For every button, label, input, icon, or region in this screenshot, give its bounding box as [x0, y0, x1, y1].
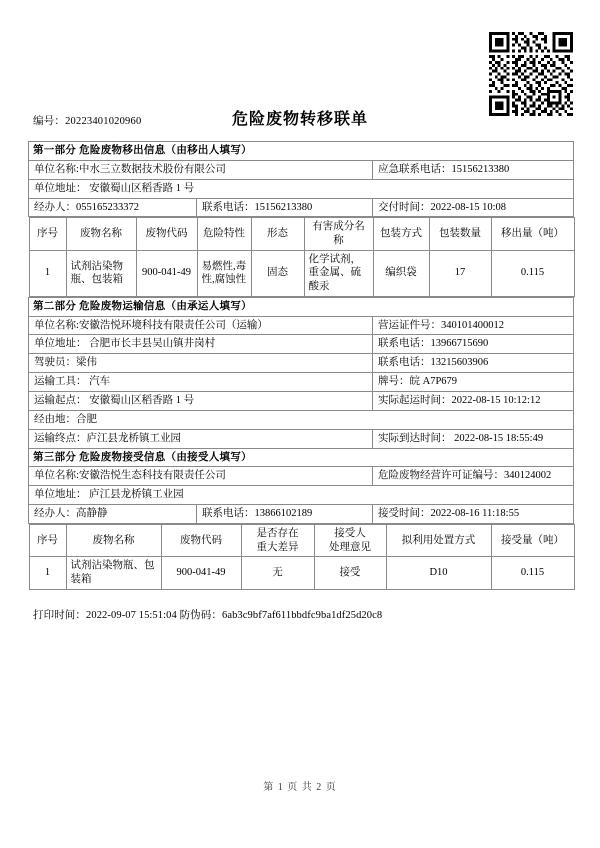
waste-accept-table: [29, 524, 575, 590]
cell-hazard: 易燃性,毒性,腐蚀性: [197, 250, 251, 296]
page-title: 危险废物转移联单: [231, 111, 368, 128]
section2-via: 经由地：合肥: [29, 410, 574, 429]
document-number: 编号：20223401020960: [33, 116, 142, 127]
form-table: [28, 141, 574, 590]
section2-driver-phone: 联系电话：13215603906: [373, 354, 574, 373]
cell-pack-qty: 17: [429, 250, 491, 296]
col-opinion-line2: 处理意见: [329, 541, 371, 553]
table-row: [29, 250, 574, 296]
section3-permit-no: 危险废物经营许可证编号：340124002: [373, 467, 574, 486]
section1-header: 第一部分 危险废物移出信息（由移出人填写）: [29, 142, 574, 161]
cell-difference: 无: [241, 557, 314, 589]
col-difference: [241, 524, 314, 556]
table-header-row: [29, 524, 574, 556]
cell-packing: 编织袋: [373, 250, 429, 296]
col-disposal: 拟利用处置方式: [386, 524, 491, 556]
cell-opinion: 接受: [314, 557, 386, 589]
section2-destination-row: [29, 429, 574, 448]
section1-address-row: [29, 179, 574, 198]
cell-accept-amount: 0.115: [491, 557, 574, 589]
cell-waste-name: 试剂沾染物瓶、包装箱: [66, 250, 136, 296]
col-difference-line2: 重大差异: [256, 541, 299, 553]
section2-vehicle: 运输工具： 汽车: [29, 373, 373, 392]
section1-header-row: [29, 142, 574, 161]
col-waste-code: 废物代码: [136, 218, 197, 250]
table-row: [29, 557, 574, 589]
section3-accept-time: 接受时间：2022-08-16 11:18:55: [373, 505, 574, 524]
section1-contact-phone: 联系电话：15156213380: [197, 198, 373, 217]
col-opinion: [314, 524, 386, 556]
section2-unit-address: 单位地址： 合肥市长丰县吴山镇井岗村: [29, 335, 373, 354]
cell-disposal: D10: [386, 557, 491, 589]
col-waste-name: 废物名称: [66, 524, 161, 556]
section2-via-row: [29, 410, 574, 429]
waste-move-out-table: [29, 217, 575, 296]
section3-address-row: [29, 486, 574, 505]
section1-unit-address: 单位地址： 安徽蜀山区稻香路 1 号: [29, 179, 574, 198]
col-pack-qty: 包装数量: [429, 218, 491, 250]
section1-delivery-time: 交付时间：2022-08-15 10:08: [373, 198, 574, 217]
section1-emergency-phone: 应急联系电话：15156213380: [373, 160, 574, 179]
cell-waste-code: 900-041-49: [161, 557, 241, 589]
section1-unit-row: [29, 160, 574, 179]
cell-index: 1: [29, 250, 66, 296]
cell-form: 固态: [251, 250, 304, 296]
section3-header: 第三部分 危险废物接受信息（由接受人填写）: [29, 448, 574, 467]
col-accept-amount: 接受量（吨）: [491, 524, 574, 556]
col-waste-code: 废物代码: [161, 524, 241, 556]
section1-goods-row: [29, 217, 574, 297]
col-hazard: 危险特性: [197, 218, 251, 250]
cell-index: 1: [29, 557, 66, 589]
cell-components: 化学试剂，重金属、硫酸汞: [304, 250, 373, 296]
table-header-row: [29, 218, 574, 250]
cell-amount: 0.115: [491, 250, 574, 296]
section3-operator-row: [29, 505, 574, 524]
section2-header-row: [29, 297, 574, 316]
section2-origin: 运输起点： 安徽蜀山区稻香路 1 号: [29, 391, 373, 410]
cell-waste-name: 试剂沾染物瓶、包装箱: [66, 557, 161, 589]
section1-operator: 经办人：055165233372: [29, 198, 197, 217]
section2-address-row: [29, 335, 574, 354]
section3-unit-address: 单位地址： 庐江县龙桥镇工业园: [29, 486, 574, 505]
section3-unit-name: 单位名称:安徽浩悦生态科技有限责任公司: [29, 467, 373, 486]
col-opinion-line1: 接受人: [334, 527, 366, 539]
col-index: 序号: [29, 524, 66, 556]
section2-unit-row: [29, 316, 574, 335]
cell-waste-code: 900-041-49: [136, 250, 197, 296]
section2-unit-phone: 联系电话：13966715690: [373, 335, 574, 354]
col-packing: 包装方式: [373, 218, 429, 250]
section2-vehicle-row: [29, 373, 574, 392]
print-info: 打印时间：2022-09-07 15:51:04 防伪码：6ab3c9bf7af611bbdfc9ba1df25d20c8: [33, 610, 383, 621]
section3-goods-row: [29, 523, 574, 589]
section1-unit-name: 单位名称:中水三立数据技术股份有限公司: [29, 160, 373, 179]
section2-origin-row: [29, 391, 574, 410]
col-difference-line1: 是否存在: [256, 527, 299, 539]
qr-code-icon: [489, 32, 573, 116]
section2-driver: 驾驶员：梁伟: [29, 354, 373, 373]
col-amount: 移出量（吨）: [491, 218, 574, 250]
section2-license-no: 营运证件号：340101400012: [373, 316, 574, 335]
section1-operator-row: [29, 198, 574, 217]
section3-contact-phone: 联系电话：13866102189: [197, 505, 373, 524]
section2-depart-time: 实际起运时间：2022-08-15 10:12:12: [373, 391, 574, 410]
section2-plate-no: 牌号：皖 A7P679: [373, 373, 574, 392]
section3-header-row: [29, 448, 574, 467]
section2-header: 第二部分 危险废物运输信息（由承运人填写）: [29, 297, 574, 316]
section2-driver-row: [29, 354, 574, 373]
section3-unit-row: [29, 467, 574, 486]
col-form: 形态: [251, 218, 304, 250]
section3-operator: 经办人：高静静: [29, 505, 197, 524]
col-waste-name: 废物名称: [66, 218, 136, 250]
section2-arrive-time: 实际到达时间： 2022-08-15 18:55:49: [373, 429, 574, 448]
col-index: 序号: [29, 218, 66, 250]
page-number: 第 1 页 共 2 页: [263, 782, 337, 793]
section2-destination: 运输终点：庐江县龙桥镇工业园: [29, 429, 373, 448]
section2-unit-name: 单位名称:安徽浩悦环境科技有限责任公司（运输）: [29, 316, 373, 335]
col-components: 有害成分名称: [304, 218, 373, 250]
